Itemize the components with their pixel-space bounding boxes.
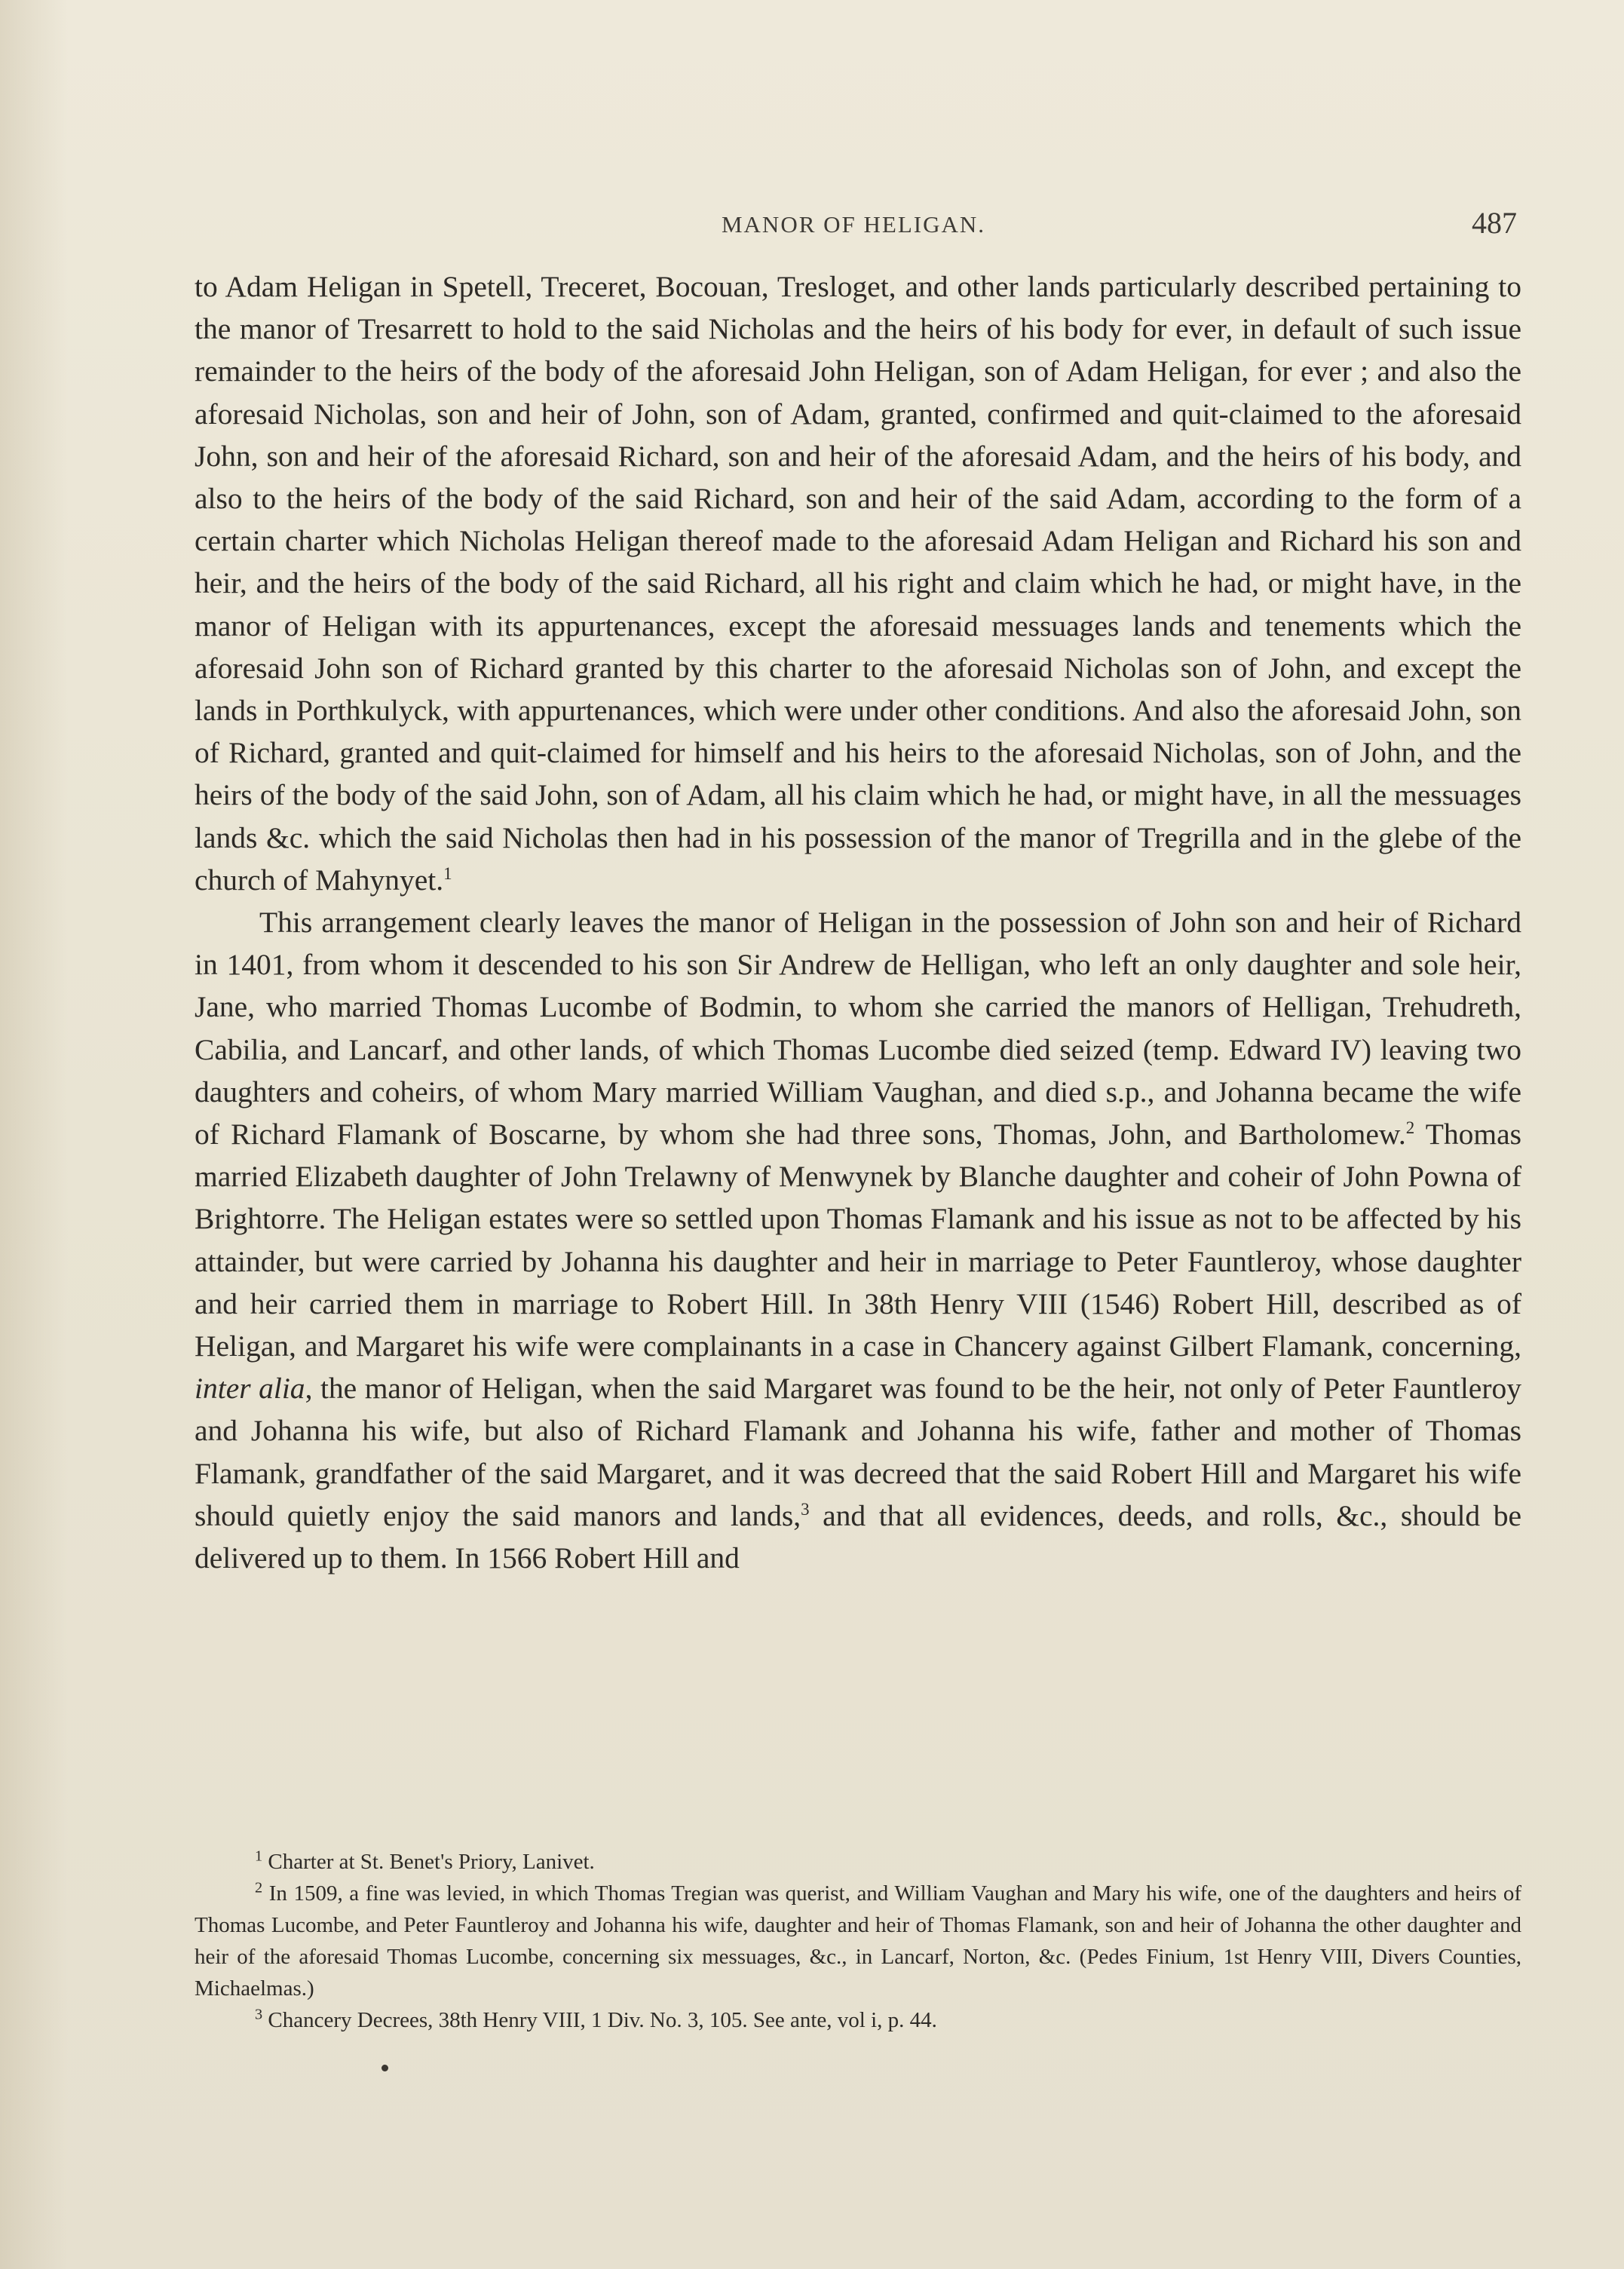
footnote-2-text: In 1509, a fine was levied, in which Thomas Tregian was querist, and William Vaughan and Mary his wife, one of the daughters and heirs of Thomas Lucombe, and Peter Fauntleroy and Johanna his wife, daughter and heir of Thomas Flamank, son and heir of Johanna the other daughter and heir of the aforesaid Thomas Lucombe, concerning six messuages, &c., in Lancarf, Norton, &c. (Pedes Finium, 1st Henry VIII, Divers Counties, Michaelmas.) xyxy=(195,1881,1521,2001)
footnote-3 xyxy=(195,2004,1521,2036)
footnote-ref-2: 2 xyxy=(1405,1118,1415,1137)
paragraph-1-text: to Adam Heligan in Spetell, Treceret, Bocouan, Tresloget, and other lands particularly described pertaining to the manor of Tresarrett to hold to the said Nicholas and the heirs of his body for ever, in default of such issue remainder to the heirs of the body of the aforesaid John Heligan, son of Adam Heligan, for ever ; and also the aforesaid Nicholas, son and heir of John, son of Adam, granted, confirmed and quit-claimed to the aforesaid John, son and heir of the aforesaid Richard, son and heir of the aforesaid Adam, and the heirs of his body, and also to the heirs of the body of the said Richard, son and heir of the said Adam, according to the form of a certain charter which Nicholas Heligan thereof made to the aforesaid Adam Heligan and Richard his son and heir, and the heirs of the body of the said Richard, all his right and claim which he had, or might have, in the manor of Heligan with its appurtenances, except the aforesaid messuages lands and tenements which the aforesaid John son of Richard granted by this charter to the aforesaid Nicholas son of John, and except the lands in Porthkulyck, with appurtenances, which were under other conditions. And also the aforesaid John, son of Richard, granted and quit-claimed for himself and his heirs to the aforesaid Nicholas, son of John, and the heirs of the body of the said John, son of Adam, all his claim which he had, or might have, in all the messuages lands &c. which the said Nicholas then had in his possession of the manor of Tregrilla and in the glebe of the church of Mahynyet. xyxy=(195,270,1521,897)
footnote-1-mark: 1 xyxy=(255,1847,263,1865)
paragraph-2-text-c: , the manor of Heligan, when the said Margaret was found to be the heir, not only of Peter Fauntleroy and Johanna his wife, but also of Richard Flamank and Johanna his wife, father and mother of Thomas Flamank, grandfather of the said Margaret, and it was decreed that the said Robert Hill and Margaret his wife should quietly enjoy the said manors and lands, xyxy=(195,1372,1521,1532)
footnote-2 xyxy=(195,1878,1521,2004)
footnote-2-mark: 2 xyxy=(255,1879,263,1896)
footnote-ref-3: 3 xyxy=(801,1499,810,1519)
paragraph-2-text-b: Thomas married Elizabeth daughter of John Trelawny of Menwynek by Blanche daughter and coheir of John Powna of Brightorre. The Heligan estates were so settled upon Thomas Flamank and his issue as not to be affected by his attainder, but were carried by Johanna his daughter and heir in marriage to Peter Fauntleroy, whose daughter and heir carried them in marriage to Robert Hill. In 38th Henry VIII (1546) Robert Hill, described as of Heligan, and Margaret his wife were complainants in a case in Chancery against Gilbert Flamank, concerning, xyxy=(195,1118,1522,1363)
footnote-ref-1: 1 xyxy=(443,863,452,883)
paragraph-1 xyxy=(195,265,1521,901)
footnote-3-text: Chancery Decrees, 38th Henry VIII, 1 Div. No. 3, 105. See ante, vol i, p. 44. xyxy=(262,2008,937,2032)
paragraph-2 xyxy=(195,901,1521,1579)
page-number: 487 xyxy=(1472,206,1517,240)
paragraph-2-text-d: and that all evidences, deeds, and rolls, &c., should be delivered up to them. In 1566 Robert Hill and xyxy=(195,1498,1522,1575)
running-title: MANOR OF HELIGAN. xyxy=(721,211,986,238)
main-text xyxy=(195,265,1521,1579)
footnote-1-text: Charter at St. Benet's Priory, Lanivet. xyxy=(262,1850,595,1874)
ink-dot xyxy=(381,2065,388,2071)
paragraph-2-text-a: This arrangement clearly leaves the manor of Heligan in the possession of John son and heir of Richard in 1401, from whom it descended to his son Sir Andrew de Helligan, who left an only daughter and sole heir, Jane, who married Thomas Lucombe of Bodmin, to whom she carried the manors of Helligan, Trehudreth, Cabilia, and Lancarf, and other lands, of which Thomas Lucombe died seized (temp. Edward IV) leaving two daughters and coheirs, of whom Mary married William Vaughan, and died s.p., and Johanna became the wife of Richard Flamank of Boscarne, by whom she had three sons, Thomas, John, and Bartholomew. xyxy=(195,906,1521,1151)
footnotes xyxy=(195,1846,1521,2036)
footnote-1 xyxy=(195,1846,1521,1878)
paragraph-2-italic: inter alia xyxy=(195,1372,305,1406)
page-header xyxy=(190,205,1517,243)
footnote-3-mark: 3 xyxy=(255,2006,263,2023)
